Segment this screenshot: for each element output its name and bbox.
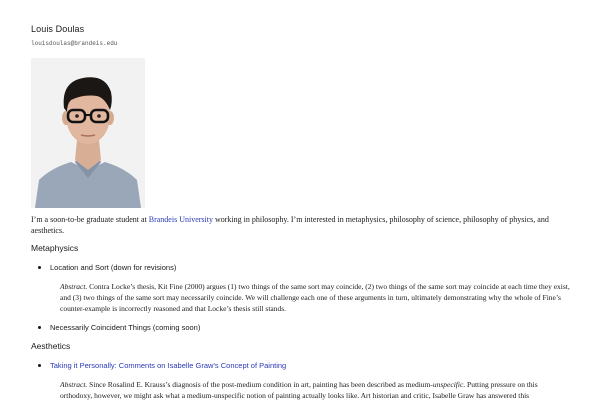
abstract-location-and-sort [60,281,570,314]
list-item-location-and-sort: Location and Sort (down for revisions) [50,263,177,272]
portrait-illustration [31,58,145,208]
abstract-text-a: Since Rosalind E. Krauss’s diagnosis of the post-medium condition in art, painting has been described as medium- [87,380,433,389]
section-title-aesthetics: Aesthetics [31,341,71,351]
abstract-label: Abstract. [60,380,88,389]
profile-photo [31,58,145,208]
author-name: Louis Doulas [31,24,85,34]
list-item-necessarily-coincident-things: Necessarily Coincident Things (coming soon) [50,323,201,332]
bio-prefix: I’m a soon-to-be graduate student at [31,215,149,224]
brandeis-university-link[interactable]: Brandeis University [148,215,213,224]
abstract-label: Abstract. [60,282,88,291]
taking-it-personally-link[interactable]: Taking it Personally: Comments on Isabelle Graw’s Concept of Painting [50,361,287,370]
abstract-text-b: . Putting pressure on this orthodoxy, however, we might ask what a medium-unspecific notion of painting actually looks like. Art historian and critic, Isabelle Graw has answered this [60,380,538,400]
abstract-text: Contra Locke’s thesis, Kit Fine (2000) argues (1) two things of the same sort may coincide, (2) two things of the same sort may coincide at each time they exist, and (3) two things of the same sort may necessarily coincide. We will challenge each one of these arguments in turn, ultimately demonstrating why the whole of Fine’s counter-example is incorrectly reasoned and that Locke’s thesis still stands. [60,282,570,313]
abstract-taking-it-personally [60,379,570,400]
list-item-taking-it-personally [50,360,286,371]
author-email[interactable]: louisdoulas@brandeis.edu [31,40,118,47]
abstract-emphasis: unspecific [432,380,464,389]
bio-paragraph [31,214,561,236]
bio-suffix: working in philosophy. I’m interested in metaphysics, philosophy of science, philosophy of physics, and aesthetics. [31,215,549,235]
section-title-metaphysics: Metaphysics [31,243,79,253]
